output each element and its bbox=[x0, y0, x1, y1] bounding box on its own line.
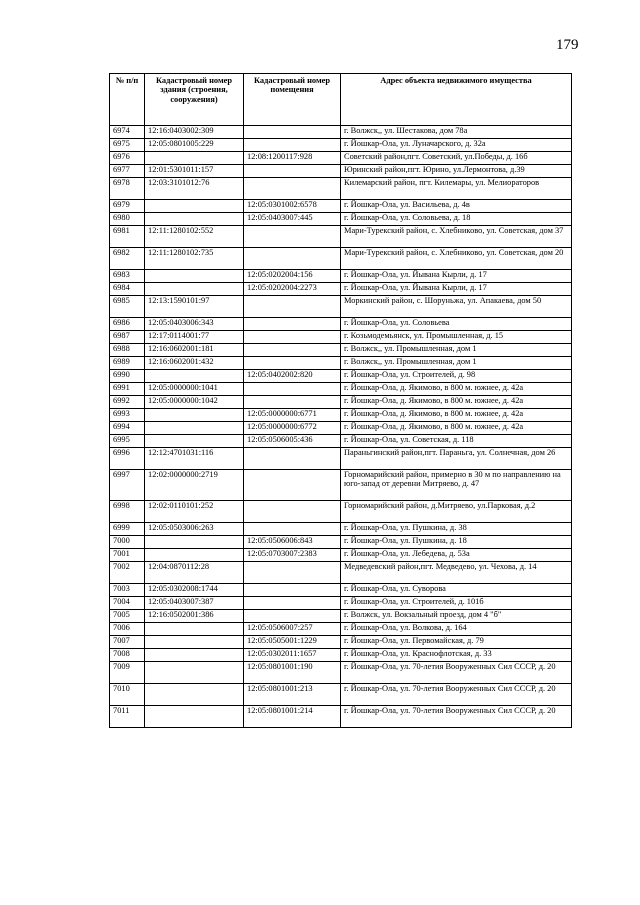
building-cadastral-number: 12:16:0502001:386 bbox=[145, 610, 244, 623]
address: г. Йошкар-Ола, ул. Йывана Кырли, д. 17 bbox=[341, 270, 572, 283]
address: г. Йошкар-Ола, д. Якимово, в 800 м. южнее, д. 42а bbox=[341, 383, 572, 396]
address: г. Йошкар-Ола, ул. Первомайская, д. 79 bbox=[341, 636, 572, 649]
address: г. Волжск,, ул. Шестакова, дом 78а bbox=[341, 126, 572, 139]
row-number: 6980 bbox=[110, 213, 145, 226]
room-cadastral-number: 12:08:1200117:928 bbox=[244, 152, 341, 165]
table-row bbox=[110, 662, 572, 684]
row-number: 6985 bbox=[110, 296, 145, 318]
table-row bbox=[110, 331, 572, 344]
room-cadastral-number: 12:05:0202004:2273 bbox=[244, 283, 341, 296]
address: Моркинский район, с. Шоруньжа, ул. Апакаева, дом 50 bbox=[341, 296, 572, 318]
row-number: 7003 bbox=[110, 584, 145, 597]
building-cadastral-number bbox=[145, 422, 244, 435]
building-cadastral-number bbox=[145, 536, 244, 549]
row-number: 6976 bbox=[110, 152, 145, 165]
row-number: 7004 bbox=[110, 597, 145, 610]
address: г. Йошкар-Ола, ул. 70-летия Вооруженных Сил СССР, д. 20 bbox=[341, 662, 572, 684]
address: г. Йошкар-Ола, ул. Советская, д. 118 bbox=[341, 435, 572, 448]
row-number: 6984 bbox=[110, 283, 145, 296]
header-address: Адрес объекта недвижимого имущества bbox=[341, 74, 572, 126]
address: г. Козьмодемьянск, ул. Промышленная, д. 15 bbox=[341, 331, 572, 344]
room-cadastral-number bbox=[244, 597, 341, 610]
row-number: 6988 bbox=[110, 344, 145, 357]
row-number: 6979 bbox=[110, 200, 145, 213]
row-number: 6978 bbox=[110, 178, 145, 200]
building-cadastral-number: 12:04:0870112:28 bbox=[145, 562, 244, 584]
row-number: 6987 bbox=[110, 331, 145, 344]
address: г. Йошкар-Ола, ул. Суворова bbox=[341, 584, 572, 597]
row-number: 6975 bbox=[110, 139, 145, 152]
building-cadastral-number: 12:05:0302008:1744 bbox=[145, 584, 244, 597]
header-room-cadastral: Кадастровый номер помещения bbox=[244, 74, 341, 126]
row-number: 6982 bbox=[110, 248, 145, 270]
table-row bbox=[110, 597, 572, 610]
table-body bbox=[110, 126, 572, 728]
table-row bbox=[110, 248, 572, 270]
building-cadastral-number bbox=[145, 370, 244, 383]
address: г. Йошкар-Ола, ул. Соловьева, д. 18 bbox=[341, 213, 572, 226]
room-cadastral-number bbox=[244, 383, 341, 396]
table-row bbox=[110, 139, 572, 152]
address: г. Йошкар-Ола, ул. Луначарского, д. 32а bbox=[341, 139, 572, 152]
row-number: 6989 bbox=[110, 357, 145, 370]
room-cadastral-number bbox=[244, 248, 341, 270]
building-cadastral-number: 12:11:1280102:735 bbox=[145, 248, 244, 270]
building-cadastral-number bbox=[145, 283, 244, 296]
room-cadastral-number bbox=[244, 226, 341, 248]
table-row bbox=[110, 523, 572, 536]
address: г. Йошкар-Ола, ул. Васильева, д. 4в bbox=[341, 200, 572, 213]
room-cadastral-number bbox=[244, 584, 341, 597]
table-row bbox=[110, 584, 572, 597]
building-cadastral-number bbox=[145, 409, 244, 422]
row-number: 6983 bbox=[110, 270, 145, 283]
building-cadastral-number: 12:05:0801005:229 bbox=[145, 139, 244, 152]
row-number: 6999 bbox=[110, 523, 145, 536]
room-cadastral-number bbox=[244, 523, 341, 536]
building-cadastral-number: 12:16:0602001:181 bbox=[145, 344, 244, 357]
room-cadastral-number bbox=[244, 562, 341, 584]
room-cadastral-number bbox=[244, 165, 341, 178]
address: Горномарийский район, примерно в 30 м по направлению на юго-запад от деревни Митряево, д. 47 bbox=[341, 470, 572, 501]
building-cadastral-number bbox=[145, 549, 244, 562]
row-number: 7002 bbox=[110, 562, 145, 584]
table-row bbox=[110, 318, 572, 331]
building-cadastral-number bbox=[145, 636, 244, 649]
table-row bbox=[110, 409, 572, 422]
row-number: 7010 bbox=[110, 684, 145, 706]
table-row bbox=[110, 684, 572, 706]
row-number: 6986 bbox=[110, 318, 145, 331]
building-cadastral-number: 12:05:0403006:343 bbox=[145, 318, 244, 331]
table-row bbox=[110, 636, 572, 649]
row-number: 6981 bbox=[110, 226, 145, 248]
address: г. Йошкар-Ола, ул. Соловьева bbox=[341, 318, 572, 331]
address: г. Йошкар-Ола, д. Якимово, в 800 м. южнее, д. 42а bbox=[341, 396, 572, 409]
address: г. Волжск, ул. Вокзальный проезд, дом 4 "б" bbox=[341, 610, 572, 623]
row-number: 7005 bbox=[110, 610, 145, 623]
table-row bbox=[110, 152, 572, 165]
table-row bbox=[110, 200, 572, 213]
room-cadastral-number bbox=[244, 178, 341, 200]
table-row bbox=[110, 213, 572, 226]
address: г. Волжск,, ул. Промышленная, дом 1 bbox=[341, 357, 572, 370]
table-row bbox=[110, 283, 572, 296]
table-row bbox=[110, 126, 572, 139]
table-row bbox=[110, 649, 572, 662]
row-number: 6995 bbox=[110, 435, 145, 448]
row-number: 7000 bbox=[110, 536, 145, 549]
building-cadastral-number bbox=[145, 435, 244, 448]
room-cadastral-number: 12:05:0505001:1229 bbox=[244, 636, 341, 649]
room-cadastral-number bbox=[244, 610, 341, 623]
building-cadastral-number: 12:17:0114001:77 bbox=[145, 331, 244, 344]
building-cadastral-number: 12:13:1590101:97 bbox=[145, 296, 244, 318]
room-cadastral-number: 12:05:0801001:190 bbox=[244, 662, 341, 684]
room-cadastral-number bbox=[244, 139, 341, 152]
room-cadastral-number: 12:05:0506005:436 bbox=[244, 435, 341, 448]
building-cadastral-number bbox=[145, 200, 244, 213]
building-cadastral-number bbox=[145, 706, 244, 728]
address: г. Йошкар-Ола, ул. Волкова, д. 164 bbox=[341, 623, 572, 636]
building-cadastral-number bbox=[145, 152, 244, 165]
header-number: № п/п bbox=[110, 74, 145, 126]
building-cadastral-number: 12:02:0000000:2719 bbox=[145, 470, 244, 501]
building-cadastral-number bbox=[145, 649, 244, 662]
address: Мари-Турекский район, с. Хлебниково, ул. Советская, дом 37 bbox=[341, 226, 572, 248]
property-table bbox=[109, 73, 572, 728]
address: г. Йошкар-Ола, ул. 70-летия Вооруженных Сил СССР, д. 20 bbox=[341, 684, 572, 706]
row-number: 6997 bbox=[110, 470, 145, 501]
room-cadastral-number: 12:05:0703007:2383 bbox=[244, 549, 341, 562]
table-row bbox=[110, 706, 572, 728]
building-cadastral-number: 12:03:3101012:76 bbox=[145, 178, 244, 200]
room-cadastral-number bbox=[244, 396, 341, 409]
building-cadastral-number: 12:12:4701031:116 bbox=[145, 448, 244, 470]
room-cadastral-number bbox=[244, 448, 341, 470]
row-number: 6990 bbox=[110, 370, 145, 383]
row-number: 7008 bbox=[110, 649, 145, 662]
building-cadastral-number bbox=[145, 623, 244, 636]
row-number: 7009 bbox=[110, 662, 145, 684]
room-cadastral-number: 12:05:0801001:214 bbox=[244, 706, 341, 728]
address: г. Йошкар-Ола, ул. 70-летия Вооруженных Сил СССР, д. 20 bbox=[341, 706, 572, 728]
row-number: 7006 bbox=[110, 623, 145, 636]
room-cadastral-number bbox=[244, 357, 341, 370]
table-row bbox=[110, 562, 572, 584]
room-cadastral-number: 12:05:0301002:6578 bbox=[244, 200, 341, 213]
table-row bbox=[110, 501, 572, 523]
building-cadastral-number: 12:05:0000000:1041 bbox=[145, 383, 244, 396]
row-number: 6998 bbox=[110, 501, 145, 523]
room-cadastral-number bbox=[244, 344, 341, 357]
row-number: 6991 bbox=[110, 383, 145, 396]
table-row bbox=[110, 357, 572, 370]
building-cadastral-number: 12:16:0602001:432 bbox=[145, 357, 244, 370]
address: г. Йошкар-Ола, ул. Краснофлотская, д. 33 bbox=[341, 649, 572, 662]
building-cadastral-number: 12:16:0403002:309 bbox=[145, 126, 244, 139]
row-number: 7011 bbox=[110, 706, 145, 728]
table-row bbox=[110, 623, 572, 636]
table-row bbox=[110, 165, 572, 178]
table-row bbox=[110, 549, 572, 562]
table-row bbox=[110, 470, 572, 501]
room-cadastral-number: 12:05:0000000:6771 bbox=[244, 409, 341, 422]
room-cadastral-number: 12:05:0801001:213 bbox=[244, 684, 341, 706]
row-number: 7001 bbox=[110, 549, 145, 562]
room-cadastral-number: 12:05:0402002:820 bbox=[244, 370, 341, 383]
table-row bbox=[110, 296, 572, 318]
building-cadastral-number bbox=[145, 270, 244, 283]
row-number: 6974 bbox=[110, 126, 145, 139]
building-cadastral-number: 12:05:0403007:387 bbox=[145, 597, 244, 610]
building-cadastral-number: 12:11:1280102:552 bbox=[145, 226, 244, 248]
address: Медведевский район,пгт. Медведево, ул. Чехова, д. 14 bbox=[341, 562, 572, 584]
address: г. Йошкар-Ола, д. Якимово, в 800 м. южнее, д. 42а bbox=[341, 422, 572, 435]
room-cadastral-number: 12:05:0202004:156 bbox=[244, 270, 341, 283]
table-row bbox=[110, 536, 572, 549]
address: г. Йошкар-Ола, ул. Строителей, д. 98 bbox=[341, 370, 572, 383]
row-number: 6994 bbox=[110, 422, 145, 435]
building-cadastral-number bbox=[145, 684, 244, 706]
table-row bbox=[110, 610, 572, 623]
row-number: 6993 bbox=[110, 409, 145, 422]
row-number: 7007 bbox=[110, 636, 145, 649]
address: г. Йошкар-Ола, ул. Йывана Кырли, д. 17 bbox=[341, 283, 572, 296]
building-cadastral-number bbox=[145, 213, 244, 226]
room-cadastral-number bbox=[244, 126, 341, 139]
address: г. Йошкар-Ола, ул. Пушкина, д. 18 bbox=[341, 536, 572, 549]
building-cadastral-number: 12:05:0000000:1042 bbox=[145, 396, 244, 409]
address: Горномарийский район, д.Митряево, ул.Парковая, д.2 bbox=[341, 501, 572, 523]
address: г. Волжск,, ул. Промышленная, дом 1 bbox=[341, 344, 572, 357]
table-row bbox=[110, 396, 572, 409]
building-cadastral-number: 12:02:0110101:252 bbox=[145, 501, 244, 523]
table-header-row bbox=[110, 74, 572, 126]
room-cadastral-number bbox=[244, 331, 341, 344]
room-cadastral-number: 12:05:0506006:843 bbox=[244, 536, 341, 549]
room-cadastral-number: 12:05:0403007:445 bbox=[244, 213, 341, 226]
table-row bbox=[110, 226, 572, 248]
room-cadastral-number bbox=[244, 470, 341, 501]
address: г. Йошкар-Ола, ул. Пушкина, д. 38 bbox=[341, 523, 572, 536]
address: г. Йошкар-Ола, ул. Строителей, д. 101б bbox=[341, 597, 572, 610]
address: Юринский район,пгт. Юрино, ул.Лермонтова, д.39 bbox=[341, 165, 572, 178]
table-row bbox=[110, 422, 572, 435]
table-row bbox=[110, 448, 572, 470]
header-building-cadastral: Кадастровый номер здания (строения, сооружения) bbox=[145, 74, 244, 126]
room-cadastral-number bbox=[244, 318, 341, 331]
building-cadastral-number: 12:05:0503006:263 bbox=[145, 523, 244, 536]
building-cadastral-number bbox=[145, 662, 244, 684]
room-cadastral-number: 12:05:0000000:6772 bbox=[244, 422, 341, 435]
address: Мари-Турекский район, с. Хлебниково, ул. Советская, дом 20 bbox=[341, 248, 572, 270]
room-cadastral-number: 12:05:0302011:1657 bbox=[244, 649, 341, 662]
table-row bbox=[110, 344, 572, 357]
table-row bbox=[110, 178, 572, 200]
address: г. Йошкар-Ола, д. Якимово, в 800 м. южнее, д. 42а bbox=[341, 409, 572, 422]
table-row bbox=[110, 383, 572, 396]
page-number: 179 bbox=[556, 37, 579, 53]
building-cadastral-number: 12:01:5301011:157 bbox=[145, 165, 244, 178]
address: г. Йошкар-Ола, ул. Лебедева, д. 53а bbox=[341, 549, 572, 562]
table-row bbox=[110, 370, 572, 383]
room-cadastral-number bbox=[244, 296, 341, 318]
address: Килемарский район, пгт. Килемары, ул. Мелиораторов bbox=[341, 178, 572, 200]
row-number: 6992 bbox=[110, 396, 145, 409]
address: Параньгинский район,пгт. Параньга, ул. Солнечная, дом 26 bbox=[341, 448, 572, 470]
room-cadastral-number bbox=[244, 501, 341, 523]
row-number: 6996 bbox=[110, 448, 145, 470]
table-row bbox=[110, 435, 572, 448]
table-row bbox=[110, 270, 572, 283]
room-cadastral-number: 12:05:0506007:257 bbox=[244, 623, 341, 636]
address: Советский район,пгт. Советский, ул.Победы, д. 16б bbox=[341, 152, 572, 165]
row-number: 6977 bbox=[110, 165, 145, 178]
